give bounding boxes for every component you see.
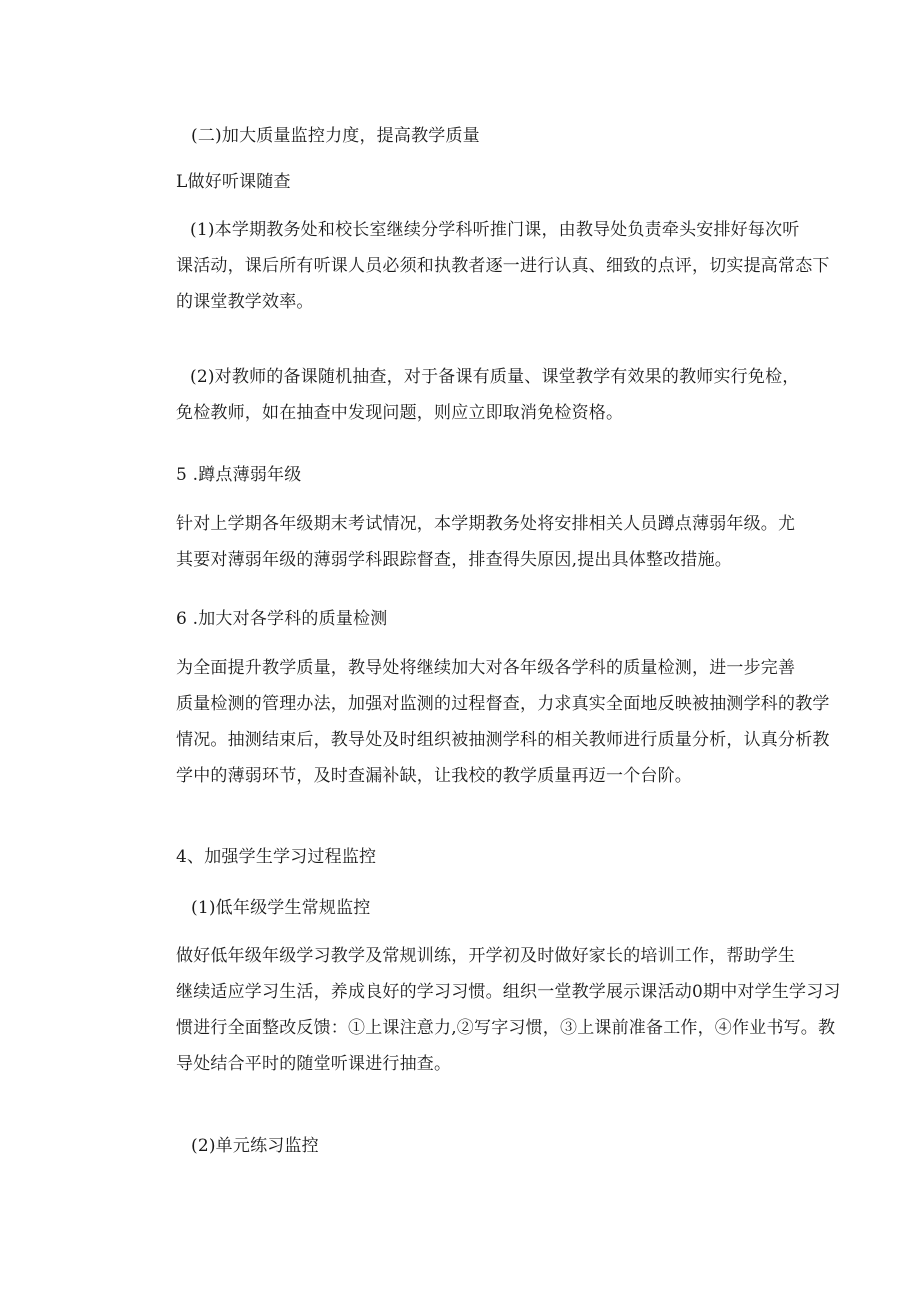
text-row: 继续适应学习生活，养成良好的学习习惯。组织一堂教学展示课活动0期中对学生学习习 <box>176 982 841 1002</box>
text-row: 针对上学期各年级期末考试情况，本学期教务处将安排相关人员蹲点薄弱年级。尤 <box>176 514 796 534</box>
text-row: 质量检测的管理办法，加强对监测的过程督查，力求真实全面地反映被抽测学科的教学 <box>176 694 830 714</box>
section-heading: (二)加大质量监控力度，提高教学质量 <box>191 126 480 146</box>
text-row: 惯进行全面整改反馈：①上课注意力,②写字习惯，③上课前准备工作，④作业书写。教 <box>176 1018 836 1038</box>
text-row: 情况。抽测结束后，教导处及时组织被抽测学科的相关教师进行质量分析，认真分析教 <box>176 730 830 750</box>
paragraph-quality-testing <box>176 650 830 794</box>
subheading-quality-testing: 6 .加大对各学科的质量检测 <box>176 609 388 629</box>
text-row: 导处结合平时的随堂听课进行抽查。 <box>176 1054 452 1074</box>
text-row: (1)本学期教务处和校长室继续分学科听推门课，由教导处负责牵头安排好每次听 <box>190 220 800 240</box>
paragraph-lower-grade-routine <box>176 938 841 1082</box>
text-row: 课活动，课后所有听课人员必须和执教者逐一进行认真、细致的点评，切实提高常态下 <box>176 256 830 276</box>
paragraph-listen-check-1 <box>176 212 830 320</box>
paragraph-weak-grades <box>176 506 806 578</box>
subheading-lower-grade-routine: (1)低年级学生常规监控 <box>191 898 371 918</box>
text-row: 免检教师，如在抽查中发现问题，则应立即取消免检资格。 <box>176 403 624 423</box>
text-row: 为全面提升教学质量，教导处将继续加大对各年级各学科的质量检测，进一步完善 <box>176 658 796 678</box>
text-row: (2)对教师的备课随机抽查，对于备课有质量、课堂教学有效果的教师实行免检， <box>190 367 800 387</box>
text-row: 其要对薄弱年级的薄弱学科跟踪督查，排查得失原因,提出具体整改措施。 <box>176 550 733 570</box>
text-row: 做好低年级年级学习教学及常规训练，开学初及时做好家长的培训工作，帮助学生 <box>176 946 796 966</box>
subheading-learning-process: 4、加强学生学习过程监控 <box>176 847 377 867</box>
text-row: 学中的薄弱环节，及时查漏补缺，让我校的教学质量再迈一个台阶。 <box>176 766 692 786</box>
text-row: 的课堂教学效率。 <box>176 292 314 312</box>
subheading-weak-grades: 5 .蹲点薄弱年级 <box>176 465 302 485</box>
subheading-unit-practice: (2)单元练习监控 <box>191 1136 319 1156</box>
paragraph-listen-check-2 <box>176 359 806 431</box>
subheading-listen-check: L做好听课随查 <box>176 172 291 192</box>
